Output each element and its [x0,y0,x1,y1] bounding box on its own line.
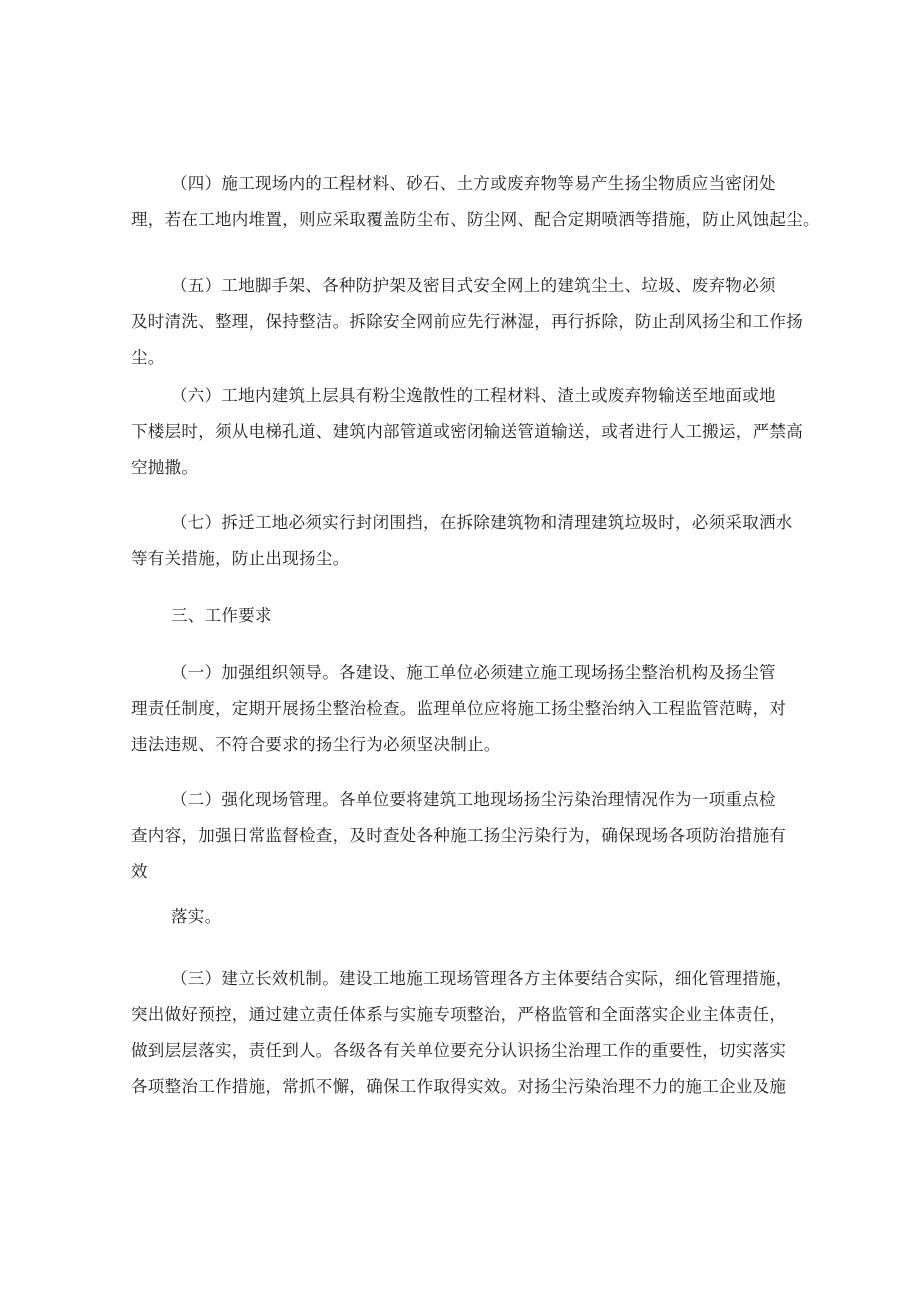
paragraph-line: 做到层层落实，责任到人。各级各有关单位要充分认识扬尘治理工作的重要性，切实落实 [131,1041,787,1060]
paragraph-line: 理，若在工地内堆置，则应采取覆盖防尘布、防尘网、配合定期喷洒等措施，防止风蚀起尘。 [131,210,820,229]
paragraph-line: 理责任制度，定期开展扬尘整治检查。监理单位应将施工扬尘整治纳入工程监管范畴，对 [131,699,787,718]
paragraph-item-7 [131,505,795,577]
paragraph-line: （七）拆迁工地必须实行封闭围挡，在拆除建筑物和清理建筑垃圾时，必须采取洒水 [171,513,793,532]
paragraph-item-6 [131,378,803,486]
paragraph-line: 查内容，加强日常监督检查，及时查处各种施工扬尘污染行为，确保现场各项防治措施有 [131,826,787,845]
paragraph-line: （二）强化现场管理。各单位要将建筑工地现场扬尘污染治理情况作为一项重点检 [171,790,776,809]
paragraph-line: （六）工地内建筑上层具有粉尘逸散性的工程材料、渣土或废弃物输送至地面或地 [171,386,776,405]
paragraph-line: 各项整治工作措施，常抓不懈，确保工作取得实效。对扬尘污染治理不力的施工企业及施 [131,1077,787,1096]
requirement-item-1 [131,655,795,763]
paragraph-line: （三）建立长效机制。建设工地施工现场管理各方主体要结合实际，细化管理措施， [171,969,793,988]
paragraph-line: 尘。 [131,348,165,367]
section-heading-text: 三、工作要求 [171,606,272,625]
paragraph-line: （五）工地脚手架、各种防护架及密目式安全网上的建筑尘土、垃圾、废弃物必须 [171,276,776,295]
paragraph-line: 效 [131,862,148,881]
paragraph-line: （一）加强组织领导。各建设、施工单位必须建立施工现场扬尘整治机构及扬尘管 [171,663,776,682]
paragraph-line: （四）施工现场内的工程材料、砂石、土方或废弃物等易产生扬尘物质应当密闭处 [171,174,776,193]
requirement-item-2 [131,782,795,890]
paragraph-line: 下楼层时，须从电梯孔道、建筑内部管道或密闭输送管道输送，或者进行人工搬运，严禁高 [131,422,803,441]
requirement-item-3 [131,961,795,1105]
paragraph-item-5 [131,268,803,376]
paragraph-line: 落实。 [171,907,222,926]
paragraph-line: 违法违规、不符合要求的扬尘行为必须坚决制止。 [131,735,501,754]
paragraph-line: 突出做好预控，通过建立责任体系与实施专项整治，严格监管和全面落实企业主体责任， [131,1005,787,1024]
paragraph-line: 及时清洗、整理，保持整洁。拆除安全网前应先行淋湿，再行拆除，防止刮风扬尘和工作扬 [131,312,803,331]
requirement-item-2-continued [131,899,795,935]
section-heading [131,598,795,634]
paragraph-item-4 [131,166,820,238]
paragraph-line: 空抛撒。 [131,458,199,477]
paragraph-line: 等有关措施，防止出现扬尘。 [131,549,350,568]
